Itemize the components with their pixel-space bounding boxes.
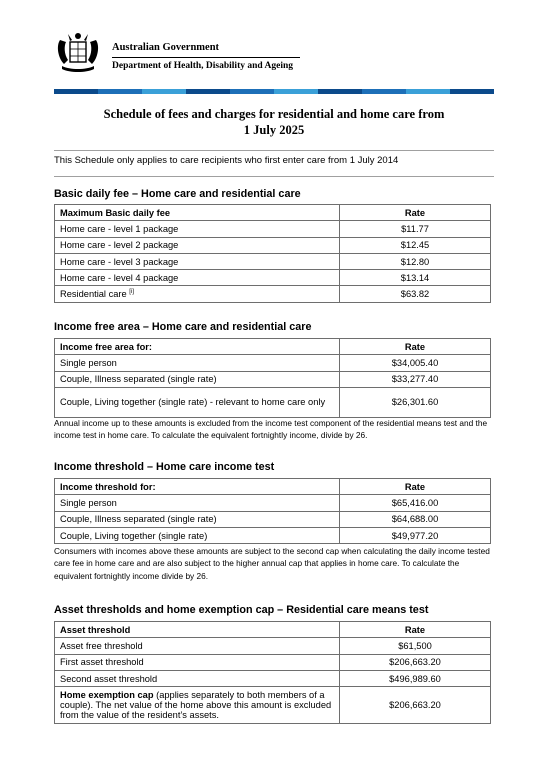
row-label: Couple, Living together (single rate) [55,527,340,543]
row-label: Couple, Living together (single rate) - relevant to home care only [55,387,340,417]
income-free-note: Annual income up to these amounts is excluded from the income test component of the residential means test and the income test in home care. To calculate the equivalent fortnightly income, divide by 26. [54,418,488,441]
row-label: Couple, Illness separated (single rate) [55,511,340,527]
table-row [55,286,491,302]
band-segment [230,89,274,94]
intro-text: This Schedule only applies to care recipients who first enter care from 1 July 2014 [54,155,399,166]
row-rate: $33,277.40 [340,371,491,387]
row-label: Home care - level 2 package [55,237,340,253]
asset-threshold-table [54,621,491,724]
row-rate: $11.77 [340,221,491,237]
row-rate: $206,663.20 [340,687,491,724]
row-rate: $34,005.40 [340,355,491,371]
row-rate: $206,663.20 [340,654,491,670]
table-row [55,253,491,269]
band-segment [362,89,406,94]
column-header: Maximum Basic daily fee [55,205,340,221]
government-name: Australian Government [112,42,220,53]
band-segment [54,89,98,94]
column-header: Income threshold for: [55,479,340,495]
band-segment [142,89,186,94]
row-rate: $26,301.60 [340,387,491,417]
band-segment [406,89,450,94]
colour-band [54,89,494,94]
row-rate: $12.80 [340,253,491,269]
title-divider [54,150,494,151]
row-label: Second asset threshold [55,670,340,686]
income-free-table [54,338,491,418]
section-title-income-free: Income free area – Home care and residential care [54,321,312,333]
table-row [55,495,491,511]
row-rate: $61,500 [340,638,491,654]
row-label: Asset free threshold [55,638,340,654]
row-label: Home care - level 1 package [55,221,340,237]
column-header: Rate [340,339,491,355]
row-rate: $49,977.20 [340,527,491,543]
column-header: Rate [340,479,491,495]
table-header-row [55,339,491,355]
row-label: Residential care [i] [55,286,340,302]
table-header-row [55,205,491,221]
column-header: Asset threshold [55,622,340,638]
table-header-row [55,622,491,638]
table-row [55,670,491,686]
row-rate: $12.45 [340,237,491,253]
table-row [55,387,491,417]
section-title-basic-fee: Basic daily fee – Home care and residential care [54,188,301,200]
row-rate: $13.14 [340,270,491,286]
section-title-income-threshold: Income threshold – Home care income test [54,461,275,473]
row-label: Single person [55,355,340,371]
coat-of-arms-icon [54,30,102,74]
row-rate: $65,416.00 [340,495,491,511]
band-segment [450,89,494,94]
column-header: Rate [340,205,491,221]
table-row [55,527,491,543]
section-title-assets: Asset thresholds and home exemption cap – Residential care means test [54,604,429,616]
table-row [55,654,491,670]
band-segment [318,89,362,94]
department-name: Department of Health, Disability and Ageing [112,61,294,71]
row-rate: $64,688.00 [340,511,491,527]
income-threshold-note: Consumers with incomes above these amounts are subject to the second cap when calculating the daily income tested care fee in home care and are also subject to the higher annual cap that applies in home care. To calculate the equivalent fortnightly income divide by 26. [54,546,490,581]
row-label: Home care - level 4 package [55,270,340,286]
table-row [55,687,491,724]
document-title: Schedule of fees and charges for residential and home care from 1 July 2025 [103,107,445,137]
basic-fee-table [54,204,491,303]
table-row [55,237,491,253]
column-header: Income free area for: [55,339,340,355]
table-row [55,221,491,237]
column-header: Rate [340,622,491,638]
band-segment [186,89,230,94]
footnote-link[interactable]: [i] [129,289,134,296]
table-row [55,371,491,387]
table-row [55,355,491,371]
row-label: Home exemption cap (applies separately to both members of a couple). The net value of the home above this amount is excluded from the value of the resident’s assets. [55,687,340,724]
row-label: Home care - level 3 package [55,253,340,269]
intro-divider [54,176,494,177]
table-row [55,638,491,654]
header-divider [112,57,300,58]
table-row [55,511,491,527]
band-segment [98,89,142,94]
row-label: First asset threshold [55,654,340,670]
income-threshold-table [54,478,491,544]
table-row [55,270,491,286]
table-header-row [55,479,491,495]
row-rate: $63.82 [340,286,491,302]
row-label: Couple, Illness separated (single rate) [55,371,340,387]
row-rate: $496,989.60 [340,670,491,686]
row-label: Single person [55,495,340,511]
band-segment [274,89,318,94]
